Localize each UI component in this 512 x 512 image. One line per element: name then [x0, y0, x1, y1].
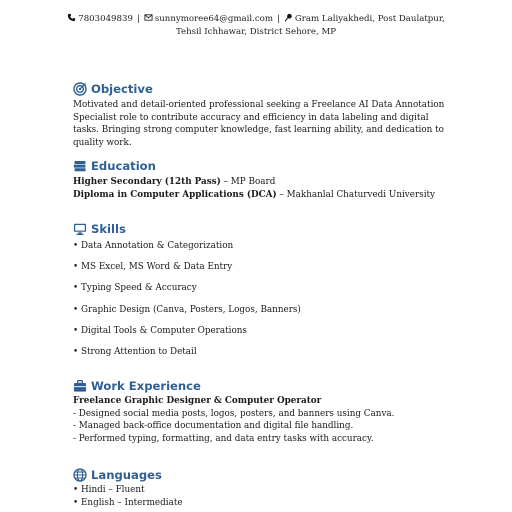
list-item: • English – Intermediate [73, 497, 183, 508]
separator: | [136, 14, 140, 24]
objective-heading [73, 81, 453, 97]
list-item: • Typing Speed & Accuracy [73, 283, 197, 294]
skills-heading [73, 221, 453, 237]
books-icon [73, 159, 87, 173]
education-item [73, 189, 453, 202]
education-title: Education [91, 159, 156, 173]
education-heading [73, 158, 453, 174]
list-item: • Digital Tools & Computer Operations [73, 325, 247, 336]
contact-info [60, 13, 452, 39]
education-section [73, 158, 453, 201]
job-title: Freelance Graphic Designer & Computer Operator [73, 396, 322, 406]
skills-list [73, 240, 453, 367]
skills-title: Skills [91, 222, 126, 236]
list-item: - Performed typing, formatting, and data entry tasks with accuracy. [73, 433, 374, 444]
list-item: • Data Annotation & Categorization [73, 241, 234, 251]
education-item [73, 176, 453, 189]
target-icon [73, 82, 87, 96]
phone-icon [67, 13, 76, 22]
skills-section [73, 221, 453, 367]
location-pin-icon [284, 13, 293, 22]
education-degree: Diploma in Computer Applications (DCA) [73, 189, 277, 200]
languages-title: Languages [91, 468, 162, 482]
education-detail: – MP Board [220, 177, 276, 187]
objective-section [73, 81, 453, 149]
globe-icon [73, 468, 87, 482]
objective-text: Motivated and detail-oriented professional seeking a Freelance AI Data Annotation Specialist role to contribute accuracy and efficiency in data labeling and digital tasks. Bringing strong computer knowledge, fast learning ability, and dedication to quality work. [73, 100, 445, 148]
email-address: sunnymoree64@gmail.com [154, 14, 273, 24]
objective-title: Objective [91, 82, 153, 96]
experience-title: Work Experience [91, 379, 201, 393]
list-item: - Designed social media posts, logos, posters, and banners using Canva. [73, 408, 395, 419]
email-icon [144, 13, 153, 22]
briefcase-icon [73, 379, 87, 393]
list-item: - Managed back-office documentation and digital file handling. [73, 421, 354, 432]
experience-heading [73, 378, 453, 394]
separator: | [276, 14, 280, 24]
experience-section [73, 378, 453, 445]
phone-number: 7803049839 [78, 14, 133, 24]
list-item: • Strong Attention to Detail [73, 346, 197, 357]
address: Gram Laliyakhedi, Post Daulatpur, Tehsil Ichhawar, District Sehore, MP [175, 14, 445, 37]
list-item: • MS Excel, MS Word & Data Entry [73, 262, 233, 273]
list-item: • Hindi – Fluent [73, 485, 145, 495]
languages-section [73, 467, 453, 509]
education-detail: – Makhanlal Chaturvedi University [276, 189, 436, 200]
languages-heading [73, 467, 453, 483]
list-item: • Graphic Design (Canva, Posters, Logos, Banners) [73, 304, 301, 315]
education-degree: Higher Secondary (12th Pass) [73, 177, 221, 187]
computer-icon [73, 222, 87, 236]
